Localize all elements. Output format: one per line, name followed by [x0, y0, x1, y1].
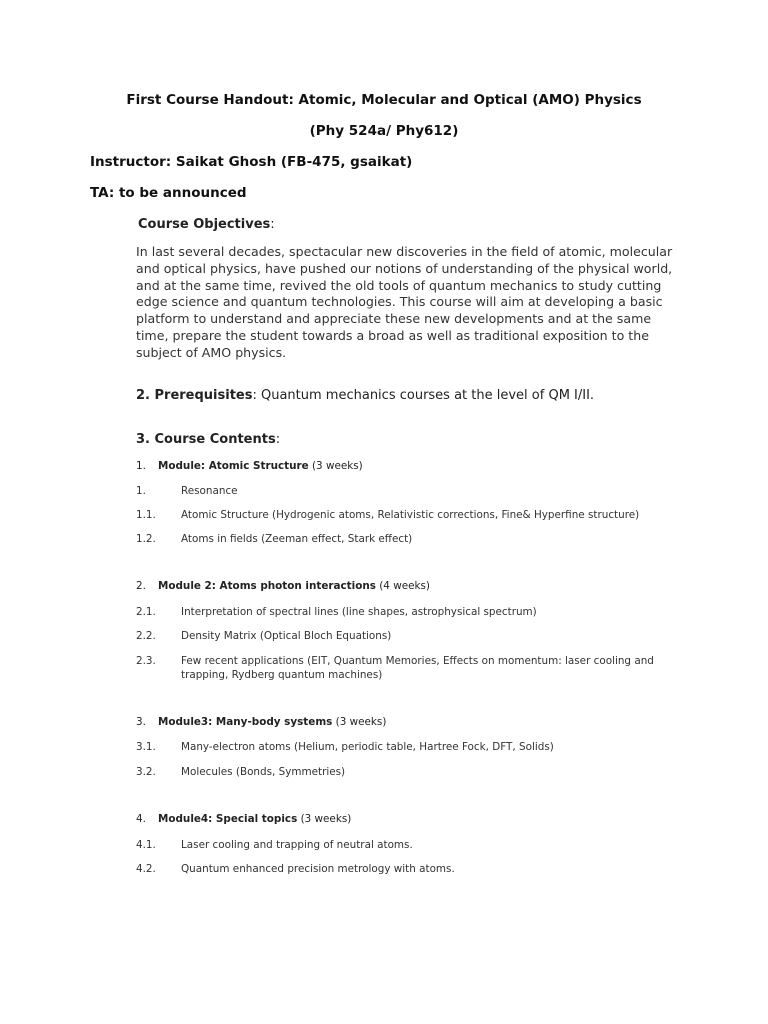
course-code: (Phy 524a/ Phy612) — [309, 123, 459, 139]
module-item: 4.2. Quantum enhanced precision metrology with atoms. — [136, 863, 455, 875]
objectives-heading: Course Objectives: — [138, 217, 275, 232]
instructor-line: Instructor: Saikat Ghosh (FB-475, gsaikat) — [90, 154, 413, 170]
prerequisites-heading: 2. Prerequisites — [136, 388, 253, 403]
module-heading: 3. Module3: Many-body systems (3 weeks) — [136, 716, 387, 728]
objectives-paragraph — [136, 244, 696, 362]
module-item: 1.1. Atomic Structure (Hydrogenic atoms, Relativistic corrections, Fine& Hyperfine structure) — [136, 509, 640, 521]
objectives-line: subject of AMO physics. — [136, 344, 287, 360]
module-heading: 4. Module4: Special topics (3 weeks) — [136, 813, 352, 825]
document-title: First Course Handout: Atomic, Molecular and Optical (AMO) Physics — [126, 92, 642, 108]
objectives-line: edge science and quantum technologies. This course will aim at developing a basic — [136, 294, 663, 310]
module-item: 3.1. Many-electron atoms (Helium, periodic table, Hartree Fock, DFT, Solids) — [136, 741, 554, 753]
objectives-line: time, prepare the student towards a broad as well as traditional exposition to the — [136, 327, 649, 343]
module-item: 2.3. Few recent applications (EIT, Quantum Memories, Effects on momentum: laser cooling and trapping, Rydberg quantum machines) — [136, 655, 654, 681]
objectives-line: platform to understand and appreciate these new developments and at the same — [136, 311, 652, 327]
module-item: 2.1. Interpretation of spectral lines (line shapes, astrophysical spectrum) — [136, 606, 537, 618]
contents-heading: 3. Course Contents: — [136, 432, 281, 447]
module-item: 1.2. Atoms in fields (Zeeman effect, Stark effect) — [136, 533, 413, 545]
objectives-line: and at the same time, revived the old tools of quantum mechanics to study cutting — [136, 277, 662, 293]
prerequisites-text: : Quantum mechanics courses at the level of QM I/II. — [252, 388, 595, 403]
module-heading: 1. Module: Atomic Structure (3 weeks) — [136, 460, 363, 472]
ta-line: TA: to be announced — [90, 185, 247, 201]
module-item: 3.2. Molecules (Bonds, Symmetries) — [136, 766, 346, 778]
module-item: 2.2. Density Matrix (Optical Bloch Equations) — [136, 630, 392, 642]
module-item: 1. Resonance — [136, 485, 238, 497]
module-item: 4.1. Laser cooling and trapping of neutral atoms. — [136, 839, 413, 851]
objectives-line: In last several decades, spectacular new discoveries in the field of atomic, molecular — [136, 244, 673, 259]
module-heading: 2. Module 2: Atoms photon interactions (4 weeks) — [136, 580, 430, 592]
objectives-line: and optical physics, have pushed our notions of understanding of the physical world, — [136, 260, 673, 276]
prerequisites-section — [136, 388, 594, 403]
